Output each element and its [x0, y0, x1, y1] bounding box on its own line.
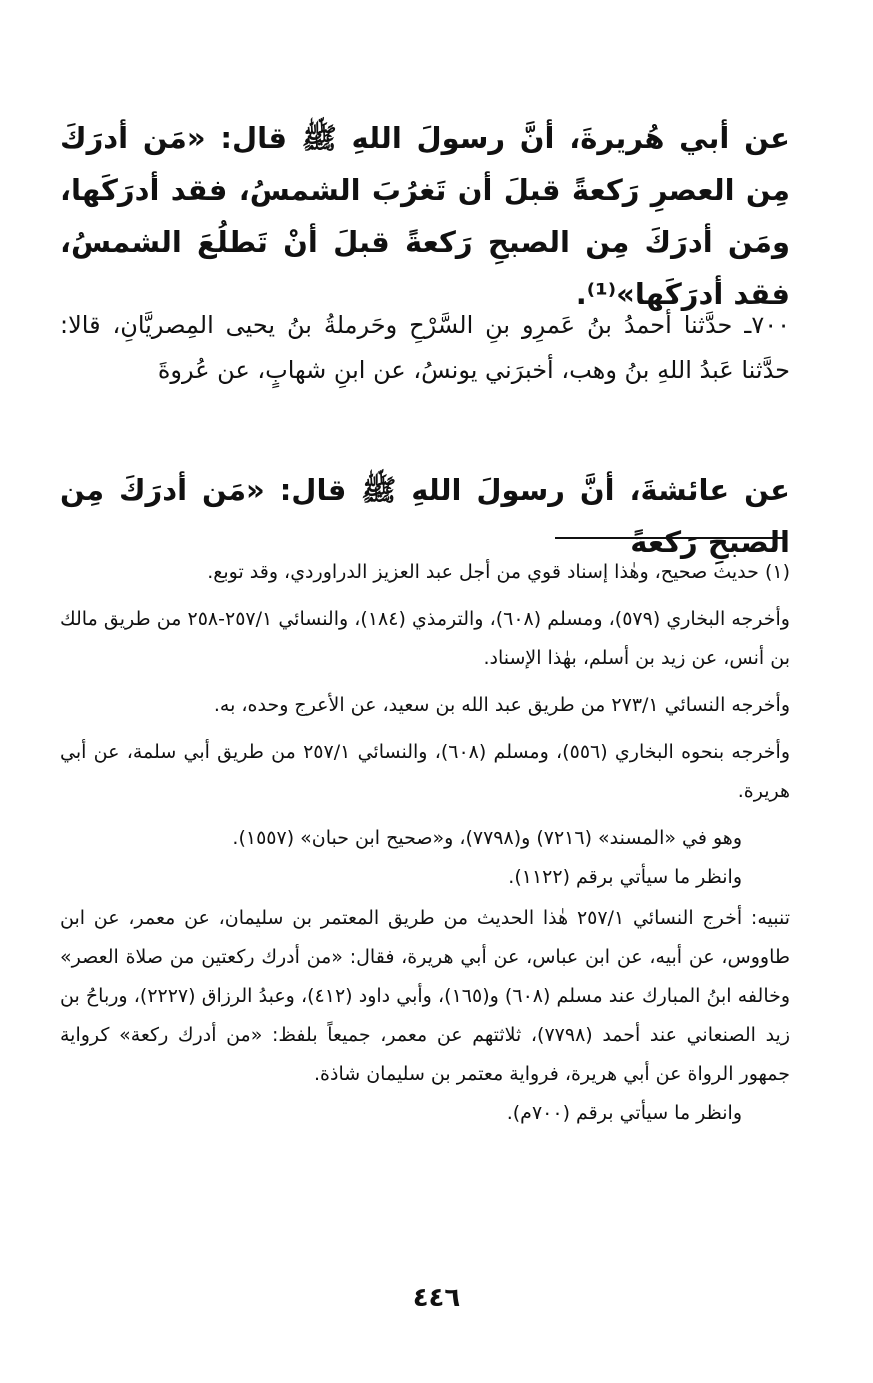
footnote-see-700m: وانظر ما سيأتي برقم (٧٠٠م). — [506, 1102, 742, 1124]
hadith-chain-700: ٧٠٠ـ حدَّثنا أحمدُ بنُ عَمرِو بنِ السَّرْحِ وحَرملةُ بنُ يحيى المِصريَّانِ، قالا: حدَّثنا عَبدُ اللهِ بنُ وهب، أخبرَني يونسُ، عن ابنِ شهابٍ، عن عُروةَ — [60, 311, 790, 384]
hadith-paragraph-1: عن أبي هُريرةَ، أنَّ رسولَ اللهِ ﷺ قال: «مَن أدرَكَ مِن العصرِ رَكعةً قبلَ أن تَغرُبَ الشمسُ، فقد أدرَكَها، ومَن أدرَكَ مِن الصبحِ رَكعةً قبلَ أنْ تَطلُعَ الشمسُ، فقد أدرَكَها»⁽¹⁾. — [60, 121, 790, 311]
footnotes — [60, 553, 790, 1141]
footnote-musnad: وهو في «المسند» (٧٢١٦) و(٧٧٩٨)، و«صحيح ابن حبان» (١٥٥٧). — [232, 827, 742, 849]
footnote-separator — [555, 537, 785, 539]
footnote-tanbih: تنبيه: أخرج النسائي ٢٥٧/١ هٰذا الحديث من طريق المعتمر بن سليمان، عن معمر، عن ابن طاووس، عن أبيه، عن ابن عباس، عن أبي هريرة، فقال: «من أدرك ركعتين من صلاة العصر» وخالفه ابنُ المبارك عند مسلم (٦٠٨) و(١٦٥)، وأبي داود (٤١٢)، وعبدُ الرزاق (٢٢٢٧)، ورباحُ بن زيد الصنعاني عند أحمد (٧٧٩٨)، ثلاثتهم عن معمر، جميعاً بلفظ: «من أدرك ركعة» كرواية جمهور الرواة عن أبي هريرة، فرواية معتمر بن سليمان شاذة. — [60, 907, 791, 1085]
footnote-see-1122: وانظر ما سيأتي برقم (١١٢٢). — [508, 866, 742, 888]
hadith-paragraph-2: عن عائشةَ، أنَّ رسولَ اللهِ ﷺ قال: «مَن أدرَكَ مِن الصبحِ رَكعةً — [60, 473, 790, 559]
footnote-takhrij-3: وأخرجه بنحوه البخاري (٥٥٦)، ومسلم (٦٠٨)، والنسائي ٢٥٧/١ من طريق أبي سلمة، عن أبي هريرة. — [60, 741, 791, 802]
page-number: ٤٤٦ — [412, 1283, 461, 1313]
footnote-takhrij-2: وأخرجه النسائي ٢٧٣/١ من طريق عبد الله بن سعيد، عن الأعرج وحده، به. — [213, 694, 790, 716]
footnote-takhrij-1: وأخرجه البخاري (٥٧٩)، ومسلم (٦٠٨)، والترمذي (١٨٤)، والنسائي ٢٥٧/١-٢٥٨ من طريق مالك بن أنس، عن زيد بن أسلم، بهٰذا الإسناد. — [60, 608, 790, 669]
footnote-1: (١) حديث صحيح، وهٰذا إسناد قوي من أجل عبد العزيز الدراوردي، وقد توبع. — [207, 561, 790, 583]
